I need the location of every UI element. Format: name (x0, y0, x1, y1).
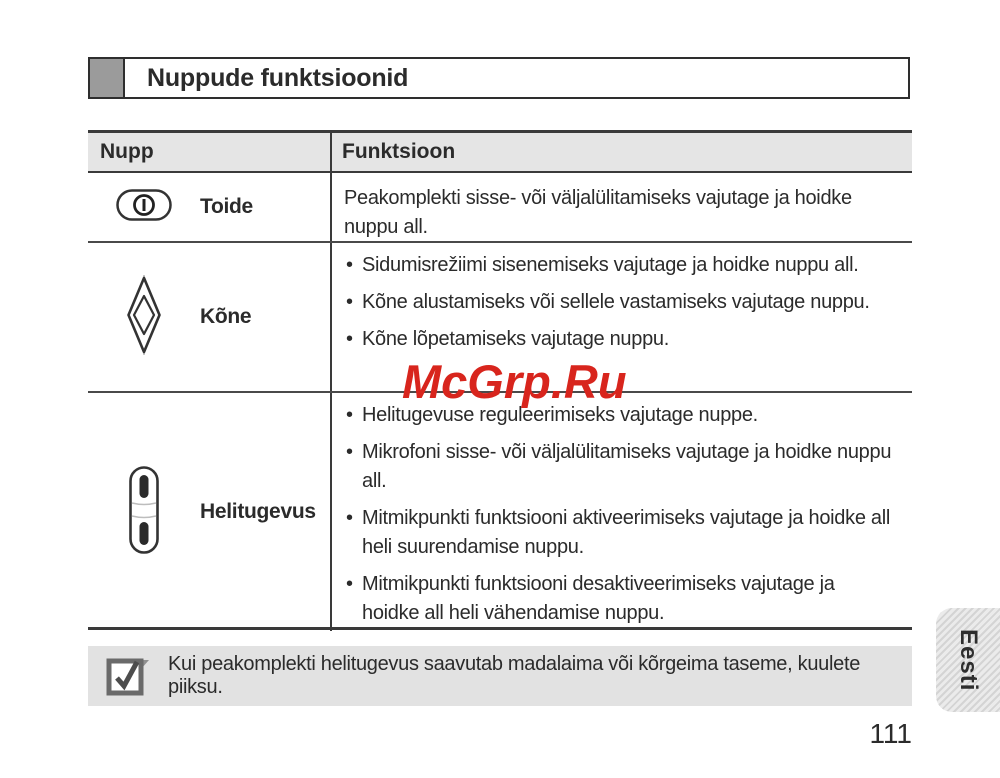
bullet-icon: • (346, 507, 353, 529)
title-accent-block (90, 59, 125, 97)
button-label: Kõne (200, 305, 252, 328)
volume-button-icon (129, 466, 159, 559)
button-cell-kone (88, 243, 332, 391)
note-text: Kui peakomplekti helitugevus saavutab madalaima või kõrgeima taseme, kuulete piiksu. (168, 653, 861, 698)
button-label: Helitugevus (200, 500, 316, 523)
table-row (88, 173, 912, 243)
list-item (332, 504, 902, 562)
function-cell (332, 173, 912, 241)
bullet-icon: • (346, 254, 353, 276)
function-text: Sidumisrežiimi sisenemiseks vajutage ja hoidke nuppu all. (362, 254, 859, 276)
function-text: Kõne alustamiseks või sellele vastamiseks vajutage nuppu. (362, 291, 870, 313)
bullet-icon: • (346, 573, 353, 595)
function-cell (332, 393, 912, 631)
note-box (88, 646, 912, 706)
function-text: Mitmikpunkti funktsiooni aktiveerimiseks vajutage ja hoidke all heli suurendamise nuppu. (362, 507, 891, 558)
column-header-button: Nupp (88, 133, 332, 171)
button-cell-helitugevus (88, 393, 332, 631)
bullet-icon: • (346, 291, 353, 313)
function-text: Kõne lõpetamiseks vajutage nuppu. (362, 328, 669, 350)
function-text: Mikrofoni sisse- või väljalülitamiseks vajutage ja hoidke nuppu all. (362, 441, 892, 492)
function-text: Peakomplekti sisse- või väljalülitamiseks vajutage ja hoidke nuppu all. (344, 187, 852, 238)
button-cell-toide (88, 173, 332, 241)
function-text: Mitmikpunkti funktsiooni desaktiveerimiseks vajutage ja hoidke all heli vähendamise nuppu. (362, 573, 835, 624)
watermark-text: McGrp.Ru (402, 355, 627, 408)
section-title-bar (88, 57, 910, 99)
list-item (332, 570, 902, 628)
button-label: Toide (200, 195, 253, 218)
checkbox-note-icon (105, 654, 151, 698)
language-tab-eesti (936, 608, 1000, 712)
bullet-icon: • (346, 441, 353, 463)
function-text: Helitugevuse reguleerimiseks vajutage nuppe. (362, 404, 758, 426)
bullet-icon: • (346, 404, 353, 426)
table-row (88, 393, 912, 631)
list-item (332, 325, 902, 354)
language-tab-label: Eesti (955, 628, 982, 692)
table-header-row (88, 133, 912, 173)
page-title: Nuppude funktsioonid (147, 63, 409, 92)
bullet-icon: • (346, 328, 353, 350)
call-button-icon (126, 275, 162, 360)
list-item (332, 288, 902, 317)
list-item (332, 438, 902, 496)
list-item (332, 251, 902, 280)
power-button-icon (116, 189, 172, 226)
column-header-function: Funktsioon (342, 140, 456, 163)
page-number: 111 (869, 718, 912, 749)
